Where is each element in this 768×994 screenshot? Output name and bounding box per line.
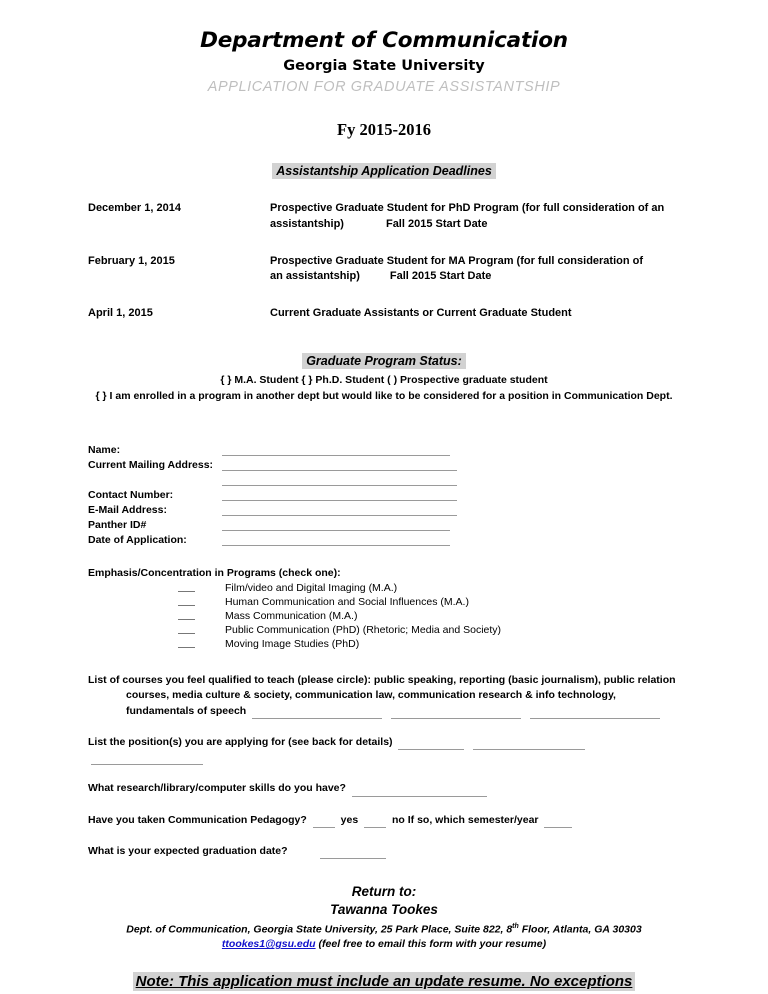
pedagogy-yes-label: yes bbox=[340, 813, 359, 826]
table-row bbox=[0, 306, 768, 322]
field-row-mailing-address-2 bbox=[0, 471, 457, 486]
date-of-application-input-line[interactable] bbox=[222, 531, 457, 546]
note-banner bbox=[0, 951, 768, 991]
deadlines-spacer bbox=[0, 233, 768, 254]
emphasis-option-label: Human Communication and Social Influences (M.A.) bbox=[225, 595, 469, 608]
deadline-date: December 1, 2014 bbox=[88, 202, 181, 215]
status-heading-text: Graduate Program Status: bbox=[302, 353, 466, 369]
email-note: (feel free to email this form with your resume) bbox=[318, 938, 547, 951]
emphasis-option-public-communication[interactable] bbox=[0, 623, 768, 637]
emphasis-option-label: Moving Image Studies (PhD) bbox=[225, 637, 360, 650]
mailing-address-label: Current Mailing Address: bbox=[88, 458, 214, 471]
name-label: Name: bbox=[88, 443, 121, 456]
contact-email-line bbox=[0, 937, 768, 951]
email-input-line[interactable] bbox=[222, 501, 457, 516]
status-checkbox-line-2[interactable]: { } I am enrolled in a program in another dept but would like to be considered for a position in Communication Dept. bbox=[95, 390, 673, 403]
deadline-desc-line2a: an assistantship) bbox=[270, 270, 360, 283]
deadlines-heading bbox=[0, 140, 768, 180]
pedagogy-yes-checkbox[interactable] bbox=[313, 817, 335, 828]
mailing-address-label-2 bbox=[0, 471, 222, 486]
field-row-mailing-address bbox=[0, 456, 457, 471]
deadline-desc-line1: Current Graduate Assistants or Current Graduate Student bbox=[270, 306, 572, 319]
underline-rule bbox=[222, 488, 457, 501]
table-row bbox=[0, 254, 768, 285]
deadline-desc-line1: Prospective Graduate Student for MA Program (for full consideration of bbox=[270, 254, 644, 267]
address-pre: Dept. of Communication, Georgia State University, 25 Park Place, Suite 822, 8 bbox=[126, 923, 513, 936]
date-of-application-label: Date of Application: bbox=[88, 533, 187, 546]
email-link[interactable]: ttookes1@gsu.edu bbox=[221, 938, 316, 951]
page-title-department: Department of Communication bbox=[200, 28, 568, 53]
courses-line-1: List of courses you feel qualified to teach (please circle): public speaking, reporting (basic journalism), public relation bbox=[88, 674, 676, 687]
deadline-desc-line2b: Fall 2015 Start Date bbox=[389, 270, 492, 283]
fiscal-year-label: Fy 2015-2016 bbox=[337, 120, 431, 140]
positions-input-line-1[interactable] bbox=[398, 739, 464, 750]
emphasis-option-label: Film/video and Digital Imaging (M.A.) bbox=[225, 581, 398, 594]
page-subtitle-application-for: APPLICATION FOR GRADUATE ASSISTANTSHIP bbox=[207, 78, 561, 95]
positions-label: List the position(s) you are applying for (see back for details) bbox=[88, 735, 393, 748]
checkbox-blank-icon[interactable] bbox=[178, 626, 195, 634]
return-to-label: Return to: bbox=[351, 883, 417, 899]
underline-rule bbox=[222, 473, 457, 486]
courses-input-line-2[interactable] bbox=[391, 708, 521, 719]
field-row-email bbox=[0, 501, 457, 516]
pedagogy-semester-label: If so, which semester/year bbox=[407, 813, 539, 826]
deadlines-spacer bbox=[0, 285, 768, 306]
status-heading bbox=[0, 321, 768, 370]
field-row-date-of-application bbox=[0, 531, 457, 546]
pedagogy-no-checkbox[interactable] bbox=[364, 817, 386, 828]
underline-rule bbox=[222, 518, 450, 531]
field-row-name bbox=[0, 441, 457, 456]
courses-question bbox=[0, 651, 768, 719]
email-label: E-Mail Address: bbox=[88, 503, 167, 516]
deadline-date: April 1, 2015 bbox=[88, 306, 153, 319]
address-ordinal-suffix: th bbox=[512, 923, 519, 931]
positions-input-line-2[interactable] bbox=[473, 739, 585, 750]
graduation-label: What is your expected graduation date? bbox=[88, 844, 288, 857]
graduation-input-line[interactable] bbox=[320, 848, 386, 859]
pedagogy-question bbox=[0, 797, 768, 828]
deadline-desc-line2b: Fall 2015 Start Date bbox=[385, 218, 488, 231]
checkbox-blank-icon[interactable] bbox=[178, 598, 195, 606]
positions-input-line-3[interactable] bbox=[91, 754, 203, 765]
courses-line-3: fundamentals of speech bbox=[126, 704, 247, 717]
contact-name: Tawanna Tookes bbox=[330, 902, 438, 918]
deadline-date: February 1, 2015 bbox=[88, 254, 175, 267]
contact-number-label: Contact Number: bbox=[88, 488, 174, 501]
pedagogy-semester-input-line[interactable] bbox=[544, 817, 572, 828]
contact-address bbox=[0, 919, 768, 937]
contact-number-input-line[interactable] bbox=[222, 486, 457, 501]
underline-rule bbox=[222, 458, 457, 471]
field-row-contact-number bbox=[0, 486, 457, 501]
emphasis-option-mass-communication[interactable] bbox=[0, 609, 768, 623]
underline-rule bbox=[222, 503, 457, 516]
courses-input-line-3[interactable] bbox=[530, 708, 660, 719]
name-input-line[interactable] bbox=[222, 441, 457, 456]
emphasis-option-label: Mass Communication (M.A.) bbox=[225, 609, 358, 622]
skills-question bbox=[0, 765, 768, 796]
positions-question bbox=[0, 719, 768, 765]
deadline-description bbox=[270, 254, 768, 285]
panther-id-input-line[interactable] bbox=[222, 516, 457, 531]
underline-rule bbox=[222, 443, 450, 456]
courses-line-3-wrapper bbox=[88, 704, 702, 719]
panther-id-label: Panther ID# bbox=[88, 518, 147, 531]
table-row bbox=[0, 201, 768, 232]
deadline-description bbox=[270, 306, 768, 322]
checkbox-blank-icon[interactable] bbox=[178, 612, 195, 620]
address-post: Floor, Atlanta, GA 30303 bbox=[518, 923, 642, 936]
emphasis-option-moving-image-studies[interactable] bbox=[0, 637, 768, 651]
underline-rule bbox=[222, 533, 450, 546]
checkbox-blank-icon[interactable] bbox=[178, 640, 195, 648]
skills-input-line[interactable] bbox=[352, 786, 487, 797]
emphasis-title: Emphasis/Concentration in Programs (check one): bbox=[88, 566, 341, 579]
skills-label: What research/library/computer skills do you have? bbox=[88, 782, 346, 795]
deadlines-heading-text: Assistantship Application Deadlines bbox=[272, 163, 496, 179]
deadline-desc-line2a: assistantship) bbox=[270, 218, 344, 231]
checkbox-blank-icon[interactable] bbox=[178, 584, 195, 592]
mailing-address-input-line[interactable] bbox=[222, 456, 457, 471]
status-checkbox-line-1[interactable]: { } M.A. Student { } Ph.D. Student ( ) Prospective graduate student bbox=[220, 374, 548, 387]
pedagogy-no-label: no bbox=[392, 813, 405, 826]
courses-line-2: courses, media culture & society, communication law, communication research & info technology, bbox=[126, 689, 616, 702]
field-row-panther-id bbox=[0, 516, 457, 531]
deadline-description bbox=[270, 201, 768, 232]
emphasis-option-film-video[interactable] bbox=[0, 581, 768, 595]
pedagogy-label: Have you taken Communication Pedagogy? bbox=[88, 813, 307, 826]
courses-input-line-1[interactable] bbox=[252, 708, 382, 719]
mailing-address-input-line-2[interactable] bbox=[222, 471, 457, 486]
emphasis-option-human-communication[interactable] bbox=[0, 595, 768, 609]
note-text: Note: This application must include an update resume. No exceptions bbox=[133, 972, 636, 991]
graduation-question bbox=[0, 828, 768, 859]
page-subtitle-university: Georgia State University bbox=[283, 57, 485, 74]
deadline-desc-line1: Prospective Graduate Student for PhD Program (for full consideration of an bbox=[270, 202, 665, 215]
deadlines-spacer-top bbox=[0, 180, 768, 201]
deadlines-table bbox=[0, 180, 768, 321]
applicant-fields-table bbox=[0, 441, 457, 546]
emphasis-option-label: Public Communication (PhD) (Rhetoric; Media and Society) bbox=[225, 623, 502, 636]
